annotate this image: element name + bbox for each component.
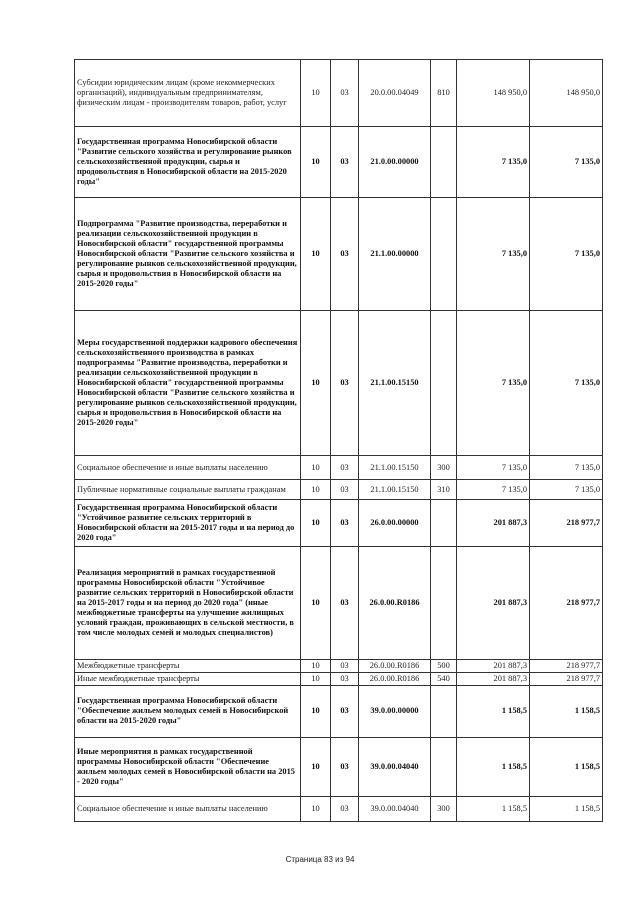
row-subsection: 03 [331,311,359,456]
row-section: 10 [301,198,331,311]
row-section: 10 [301,672,331,685]
row-sum-year2: 218 977,7 [530,547,603,660]
row-sum-year1: 7 135,0 [457,311,530,456]
row-expense-type [431,311,457,456]
row-section: 10 [301,480,331,500]
row-name: Иные межбюджетные трансферты [75,672,301,685]
row-sum-year2: 7 135,0 [530,480,603,500]
row-subsection: 03 [331,127,359,198]
row-name: Межбюджетные трансферты [75,660,301,673]
row-sum-year2: 1 158,5 [530,796,603,821]
row-target-article: 39.0.00.00000 [359,685,431,737]
row-name: Реализация мероприятий в рамках государственной программы Новосибирской области "Устойчивое развитие сельских территорий в Новосибирской области на 2015-2017 годы и на период до 2020 года" (иные межбюджетные трансферты на улучшение жилищных условий граждан, проживающих в сельской местности, в том числе молодых семей и молодых специалистов) [75,547,301,660]
row-sum-year1: 7 135,0 [457,198,530,311]
table-row [75,60,603,127]
table-row [75,480,603,500]
row-name: Государственная программа Новосибирской области "Обеспечение жильем молодых семей в Новосибирской области на 2015-2020 годы" [75,685,301,737]
row-sum-year1: 201 887,3 [457,547,530,660]
row-sum-year1: 1 158,5 [457,737,530,796]
row-subsection: 03 [331,456,359,480]
table-row [75,737,603,796]
budget-table [74,59,603,822]
row-sum-year2: 1 158,5 [530,737,603,796]
row-subsection: 03 [331,685,359,737]
row-name: Субсидии юридическим лицам (кроме некоммерческих организаций), индивидуальным предпринимателям, физическим лицам - производителям товаров, работ, услуг [75,60,301,127]
table-row [75,500,603,547]
row-name: Иные мероприятия в рамках государственной программы Новосибирской области "Обеспечение жильем молодых семей в Новосибирской области на 2015 - 2020 годы" [75,737,301,796]
row-target-article: 26.0.00.R0186 [359,547,431,660]
row-sum-year1: 7 135,0 [457,127,530,198]
row-section: 10 [301,660,331,673]
row-section: 10 [301,796,331,821]
row-expense-type [431,198,457,311]
row-section: 10 [301,547,331,660]
table-row [75,672,603,685]
row-sum-year2: 7 135,0 [530,456,603,480]
row-subsection: 03 [331,796,359,821]
row-name: Государственная программа Новосибирской области "Устойчивое развитие сельских территорий в Новосибирской области на 2015-2017 годы и на период до 2020 года" [75,500,301,547]
row-sum-year2: 1 158,5 [530,685,603,737]
row-target-article: 26.0.00.00000 [359,500,431,547]
row-subsection: 03 [331,672,359,685]
row-name: Социальное обеспечение и иные выплаты населению [75,796,301,821]
row-target-article: 21.1.00.00000 [359,198,431,311]
table-row [75,660,603,673]
row-section: 10 [301,456,331,480]
row-expense-type: 300 [431,456,457,480]
table-row [75,198,603,311]
row-target-article: 26.0.00.R0186 [359,660,431,673]
row-sum-year1: 1 158,5 [457,685,530,737]
row-sum-year1: 201 887,3 [457,500,530,547]
row-subsection: 03 [331,660,359,673]
row-target-article: 39.0.00.04040 [359,737,431,796]
row-target-article: 20.0.00.04049 [359,60,431,127]
row-name: Государственная программа Новосибирской области "Развитие сельского хозяйства и регулирование рынков сельскохозяйственной продукции, сырья и продовольствия в Новосибирской области на 2015-2020 годы" [75,127,301,198]
row-name: Подпрограмма "Развитие производства, переработки и реализации сельскохозяйственной продукции в Новосибирской области" государственной программы Новосибирской области "Развитие сельского хозяйства и регулирование рынков сельскохозяйственной продукции, сырья и продовольствия в Новосибирской области на 2015-2020 годы" [75,198,301,311]
row-expense-type [431,500,457,547]
row-target-article: 21.1.00.15150 [359,456,431,480]
table-row [75,547,603,660]
table-row [75,311,603,456]
row-section: 10 [301,500,331,547]
row-target-article: 21.1.00.15150 [359,311,431,456]
table-row [75,456,603,480]
row-sum-year1: 148 950,0 [457,60,530,127]
row-expense-type: 310 [431,480,457,500]
row-name: Публичные нормативные социальные выплаты гражданам [75,480,301,500]
row-target-article: 21.0.00.00000 [359,127,431,198]
row-sum-year2: 218 977,7 [530,660,603,673]
row-target-article: 26.0.00.R0186 [359,672,431,685]
row-sum-year1: 1 158,5 [457,796,530,821]
row-section: 10 [301,60,331,127]
row-sum-year2: 148 950,0 [530,60,603,127]
row-expense-type [431,737,457,796]
row-name: Социальное обеспечение и иные выплаты населению [75,456,301,480]
row-expense-type: 810 [431,60,457,127]
row-subsection: 03 [331,480,359,500]
row-sum-year1: 201 887,3 [457,672,530,685]
row-section: 10 [301,685,331,737]
table-row [75,685,603,737]
budget-table-body [75,60,603,822]
row-sum-year2: 7 135,0 [530,311,603,456]
row-expense-type [431,685,457,737]
table-row [75,796,603,821]
row-section: 10 [301,311,331,456]
row-sum-year2: 218 977,7 [530,672,603,685]
row-sum-year2: 7 135,0 [530,127,603,198]
row-sum-year2: 218 977,7 [530,500,603,547]
row-expense-type: 500 [431,660,457,673]
row-section: 10 [301,737,331,796]
row-target-article: 39.0.00.04040 [359,796,431,821]
row-expense-type: 540 [431,672,457,685]
row-subsection: 03 [331,60,359,127]
row-expense-type: 300 [431,796,457,821]
row-sum-year1: 7 135,0 [457,480,530,500]
row-sum-year1: 7 135,0 [457,456,530,480]
row-sum-year2: 7 135,0 [530,198,603,311]
row-subsection: 03 [331,547,359,660]
table-row [75,127,603,198]
row-subsection: 03 [331,500,359,547]
row-target-article: 21.1.00.15150 [359,480,431,500]
page-number: Страница 83 из 94 [285,855,355,864]
row-subsection: 03 [331,198,359,311]
row-expense-type [431,127,457,198]
row-subsection: 03 [331,737,359,796]
row-name: Меры государственной поддержки кадрового обеспечения сельскохозяйственного производства в рамках подпрограммы "Развитие производства, переработки и реализации сельскохозяйственной продукции в Новосибирской области" государственной программы Новосибирской области "Развитие сельского хозяйства и регулирование рынков сельскохозяйственной продукции, сырья и продовольствия в Новосибирской области на 2015-2020 годы" [75,311,301,456]
row-expense-type [431,547,457,660]
row-section: 10 [301,127,331,198]
row-sum-year1: 201 887,3 [457,660,530,673]
